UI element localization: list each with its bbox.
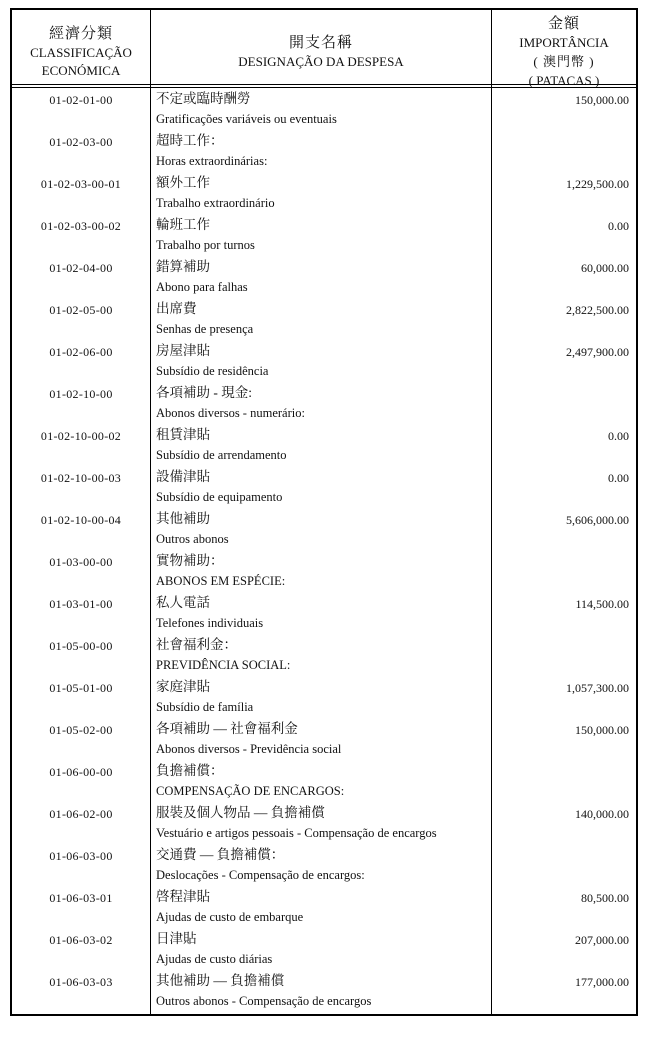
expense-name-zh: 設備津貼 (156, 469, 210, 484)
header-amount-pt: IMPORTÂNCIA (519, 35, 609, 50)
expense-name-zh: 各項補助 — 社會福利金 (156, 721, 298, 736)
expense-name-pt: Subsídio de equipamento (156, 490, 283, 504)
expense-name-pt: Subsídio de residência (156, 364, 269, 378)
expense-name-pt: Subsídio de arrendamento (156, 448, 287, 462)
classification-code: 01-06-03-01 (49, 891, 113, 905)
expense-designation (150, 382, 492, 424)
table-row (12, 508, 636, 550)
amount-value: 0.00 (608, 219, 629, 233)
expense-name-pt: Vestuário e artigos pessoais - Compensação de encargos (156, 826, 437, 840)
table-row (12, 760, 636, 802)
amount-value: 2,822,500.00 (566, 303, 629, 317)
expense-name-pt: Abonos diversos - numerário: (156, 406, 305, 420)
amount-value: 1,229,500.00 (566, 177, 629, 191)
amount-value (492, 130, 636, 172)
table-row (12, 256, 636, 298)
expense-designation (150, 718, 492, 760)
table-row (12, 88, 636, 130)
header-designation (150, 10, 492, 94)
header-classification-pt-2: ECONÓMICA (41, 63, 121, 78)
classification-code: 01-02-10-00-03 (40, 471, 122, 485)
expense-name-zh: 交通費 — 負擔補償： (156, 847, 285, 862)
table-row (12, 886, 636, 928)
expense-designation (150, 424, 492, 466)
expense-name-zh: 各項補助 - 現金: (156, 385, 252, 400)
expense-name-zh: 不定或臨時酬勞 (156, 91, 251, 106)
classification-code: 01-02-04-00 (49, 261, 113, 275)
expense-designation (150, 928, 492, 970)
amount-value: 150,000.00 (575, 723, 629, 737)
amount-value (492, 550, 636, 592)
amount-value (492, 844, 636, 886)
classification-code: 01-03-01-00 (49, 597, 113, 611)
amount-value: 1,057,300.00 (566, 681, 629, 695)
table-row (12, 466, 636, 508)
expense-name-zh: 啓程津貼 (156, 889, 210, 904)
expense-name-zh: 輪班工作 (156, 217, 210, 232)
expense-name-zh: 負擔補償： (156, 763, 224, 778)
expense-designation (150, 676, 492, 718)
amount-value: 5,606,000.00 (566, 513, 629, 527)
amount-value: 177,000.00 (575, 975, 629, 989)
expense-name-zh: 房屋津貼 (156, 343, 210, 358)
header-designation-zh: 開支名稱 (288, 35, 353, 51)
classification-code: 01-06-00-00 (49, 765, 113, 779)
classification-code: 01-06-03-00 (49, 849, 113, 863)
classification-code: 01-02-05-00 (49, 303, 113, 317)
table-row (12, 592, 636, 634)
table-filler-row (12, 1012, 636, 1014)
amount-value: 207,000.00 (575, 933, 629, 947)
table-row (12, 550, 636, 592)
expense-name-pt: PREVIDÊNCIA SOCIAL: (156, 658, 291, 672)
header-designation-pt: DESIGNAÇÃO DA DESPESA (238, 54, 404, 69)
header-classification (12, 10, 150, 94)
table-row (12, 382, 636, 424)
expense-name-pt: Gratificações variáveis ou eventuais (156, 112, 337, 126)
amount-value: 0.00 (608, 429, 629, 443)
amount-value: 60,000.00 (581, 261, 629, 275)
expense-designation (150, 508, 492, 550)
amount-value: 0.00 (608, 471, 629, 485)
expense-designation (150, 172, 492, 214)
expense-name-zh: 私人電話 (156, 595, 210, 610)
amount-value: 114,500.00 (575, 597, 629, 611)
expense-name-zh: 錯算補助 (156, 259, 210, 274)
table-header (12, 10, 636, 88)
expense-designation (150, 886, 492, 928)
amount-value: 2,497,900.00 (566, 345, 629, 359)
classification-code: 01-05-01-00 (49, 681, 113, 695)
expense-name-pt: Ajudas de custo de embarque (156, 910, 304, 924)
expense-designation (150, 340, 492, 382)
expense-name-zh: 家庭津貼 (156, 679, 210, 694)
expense-name-pt: Trabalho por turnos (156, 238, 255, 252)
table-row (12, 172, 636, 214)
expense-designation (150, 760, 492, 802)
classification-code: 01-06-02-00 (49, 807, 113, 821)
expense-name-zh: 實物補助： (156, 553, 224, 568)
classification-code: 01-02-01-00 (49, 93, 113, 107)
classification-code: 01-02-03-00-01 (40, 177, 122, 191)
expense-designation (150, 634, 492, 676)
table-row (12, 718, 636, 760)
expense-name-pt: Telefones individuais (156, 616, 264, 630)
expense-name-pt: Deslocações - Compensação de encargos: (156, 868, 365, 882)
budget-table (10, 8, 638, 1016)
expense-designation (150, 130, 492, 172)
table-row (12, 424, 636, 466)
expense-designation (150, 88, 492, 130)
amount-value (492, 760, 636, 802)
expense-designation (150, 592, 492, 634)
expense-name-zh: 其他補助 (156, 511, 210, 526)
classification-code: 01-06-03-03 (49, 975, 113, 989)
expense-name-pt: Subsídio de família (156, 700, 254, 714)
expense-designation (150, 970, 492, 1012)
amount-value (492, 634, 636, 676)
expense-designation (150, 844, 492, 886)
expense-designation (150, 550, 492, 592)
amount-value: 150,000.00 (575, 93, 629, 107)
expense-name-pt: ABONOS EM ESPÉCIE: (156, 574, 286, 588)
table-row (12, 844, 636, 886)
classification-code: 01-02-10-00-04 (40, 513, 122, 527)
expense-designation (150, 256, 492, 298)
expense-name-pt: Ajudas de custo diárias (156, 952, 273, 966)
expense-designation (150, 466, 492, 508)
header-amount-currency-zh: ( 澳門幣 ) (533, 54, 595, 69)
expense-name-pt: Abono para falhas (156, 280, 248, 294)
table-row (12, 340, 636, 382)
expense-name-zh: 其他補助 — 負擔補償 (156, 973, 285, 988)
expense-name-zh: 社會福利金： (156, 637, 237, 652)
expense-name-pt: Abonos diversos - Previdência social (156, 742, 342, 756)
table-row (12, 214, 636, 256)
classification-code: 01-05-00-00 (49, 639, 113, 653)
expense-name-zh: 額外工作 (156, 175, 210, 190)
classification-code: 01-02-03-00-02 (40, 219, 122, 233)
classification-code: 01-02-03-00 (49, 135, 113, 149)
classification-code: 01-02-10-00 (49, 387, 113, 401)
table-row (12, 928, 636, 970)
expense-name-pt: Outros abonos (156, 532, 229, 546)
header-classification-pt-1: CLASSIFICAÇÃO (30, 45, 132, 60)
expense-designation (150, 214, 492, 256)
header-amount-currency-pt: ( PATACAS ) (528, 73, 600, 88)
table-row (12, 298, 636, 340)
table-row (12, 802, 636, 844)
table-row (12, 676, 636, 718)
table-row (12, 970, 636, 1012)
classification-code: 01-02-10-00-02 (40, 429, 122, 443)
classification-code: 01-03-00-00 (49, 555, 113, 569)
expense-name-pt: Horas extraordinárias: (156, 154, 268, 168)
table-body (12, 88, 636, 1014)
expense-designation (150, 298, 492, 340)
header-amount (492, 10, 636, 94)
classification-code: 01-06-03-02 (49, 933, 113, 947)
header-classification-zh: 經濟分類 (48, 26, 113, 42)
expense-name-pt: Trabalho extraordinário (156, 196, 275, 210)
table-row (12, 130, 636, 172)
expense-name-pt: Senhas de presença (156, 322, 254, 336)
expense-designation (150, 802, 492, 844)
header-amount-zh: 金額 (547, 16, 580, 32)
classification-code: 01-02-06-00 (49, 345, 113, 359)
table-row (12, 634, 636, 676)
expense-name-zh: 租賃津貼 (156, 427, 210, 442)
expense-name-zh: 日津貼 (156, 931, 197, 946)
amount-value (492, 382, 636, 424)
classification-code: 01-05-02-00 (49, 723, 113, 737)
expense-name-pt: COMPENSAÇÃO DE ENCARGOS: (156, 784, 345, 798)
expense-name-zh: 超時工作： (156, 133, 224, 148)
amount-value: 140,000.00 (575, 807, 629, 821)
expense-name-zh: 出席費 (156, 301, 197, 316)
expense-name-pt: Outros abonos - Compensação de encargos (156, 994, 372, 1008)
amount-value: 80,500.00 (581, 891, 629, 905)
expense-name-zh: 服裝及個人物品 — 負擔補償 (156, 805, 325, 820)
